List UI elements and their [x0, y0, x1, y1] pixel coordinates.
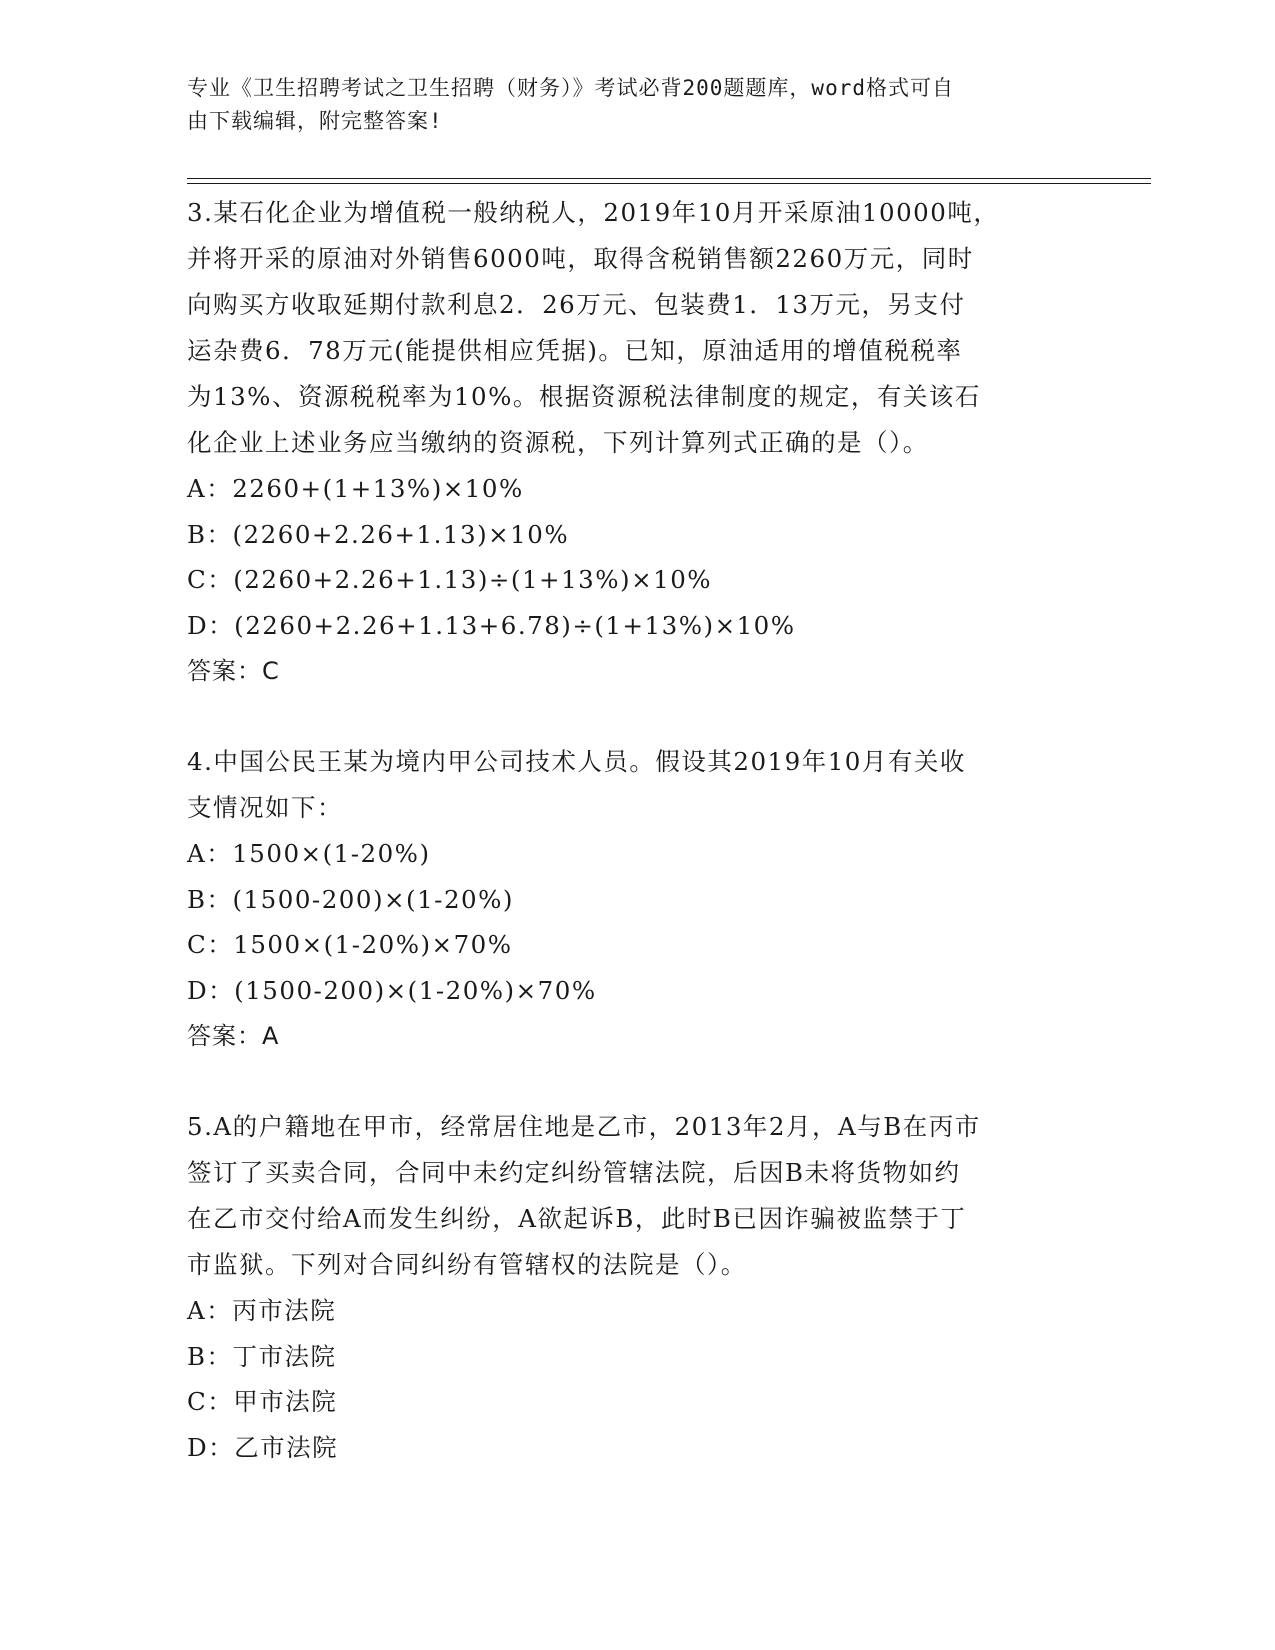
option-a: A：丙市法院	[187, 1296, 337, 1325]
spacer	[187, 1059, 1087, 1104]
answer-line: 答案：C	[187, 657, 280, 685]
option-c: C：甲市法院	[187, 1387, 338, 1416]
question-line: 市监狱。下列对合同纠纷有管辖权的法院是（）。	[187, 1250, 747, 1279]
question-line: 并将开采的原油对外销售6000吨，取得含税销售额2260万元，同时	[187, 244, 974, 273]
question-3-stem	[187, 190, 1087, 466]
option-d: D：(1500-200)×(1-20%)×70%	[187, 975, 597, 1005]
header-line-2: 由下载编辑，附完整答案!	[187, 109, 443, 133]
question-line: 运杂费6．78万元(能提供相应凭据)。已知，原油适用的增值税税率	[187, 336, 963, 365]
option-c: C：(2260+2.26+1.13)÷(1+13%)×10%	[187, 565, 713, 594]
option-b: B：(2260+2.26+1.13)×10%	[187, 519, 570, 549]
question-line: 化企业上述业务应当缴纳的资源税，下列计算列式正确的是（）。	[187, 428, 929, 457]
option-a: A：2260+(1+13%)×10%	[187, 474, 524, 503]
option-a: A：1500×(1-20%)	[187, 839, 431, 868]
question-3	[187, 190, 1087, 694]
option-b: B：(1500-200)×(1-20%)	[187, 884, 514, 914]
option-c: C：1500×(1-20%)×70%	[187, 930, 513, 959]
header-line-1: 专业《卫生招聘考试之卫生招聘（财务）》考试必背200题题库，word格式可自	[187, 76, 954, 100]
document-header	[187, 72, 1067, 138]
question-line: 支情况如下：	[187, 793, 343, 822]
question-line: 在乙市交付给A而发生纠纷，A欲起诉B，此时B已因诈骗被监禁于丁	[187, 1204, 967, 1233]
option-b: B：丁市法院	[187, 1341, 337, 1371]
option-d: D：(2260+2.26+1.13+6.78)÷(1+13%)×10%	[187, 610, 796, 640]
question-line: 5.A的户籍地在甲市，经常居住地是乙市，2013年2月，A与B在丙市	[187, 1112, 981, 1141]
question-line: 为13%、资源税税率为10%。根据资源税法律制度的规定，有关该石	[187, 382, 981, 411]
question-line: 4.中国公民王某为境内甲公司技术人员。假设其2019年10月有关收	[187, 747, 966, 776]
question-5	[187, 1104, 1087, 1470]
question-4	[187, 739, 1087, 1059]
question-list	[187, 190, 1087, 1470]
question-line: 签订了买卖合同，合同中未约定纠纷管辖法院，后因B未将货物如约	[187, 1158, 961, 1187]
question-4-stem	[187, 739, 1087, 831]
answer-line: 答案：A	[187, 1022, 280, 1050]
question-line: 3.某石化企业为增值税一般纳税人，2019年10月开采原油10000吨，	[187, 198, 1000, 227]
spacer	[187, 694, 1087, 739]
option-d: D：乙市法院	[187, 1432, 339, 1462]
header-divider-bottom	[187, 183, 1151, 184]
header-divider-top	[187, 178, 1151, 179]
question-5-stem	[187, 1104, 1087, 1288]
question-line: 向购买方收取延期付款利息2．26万元、包装费1．13万元，另支付	[187, 290, 966, 319]
